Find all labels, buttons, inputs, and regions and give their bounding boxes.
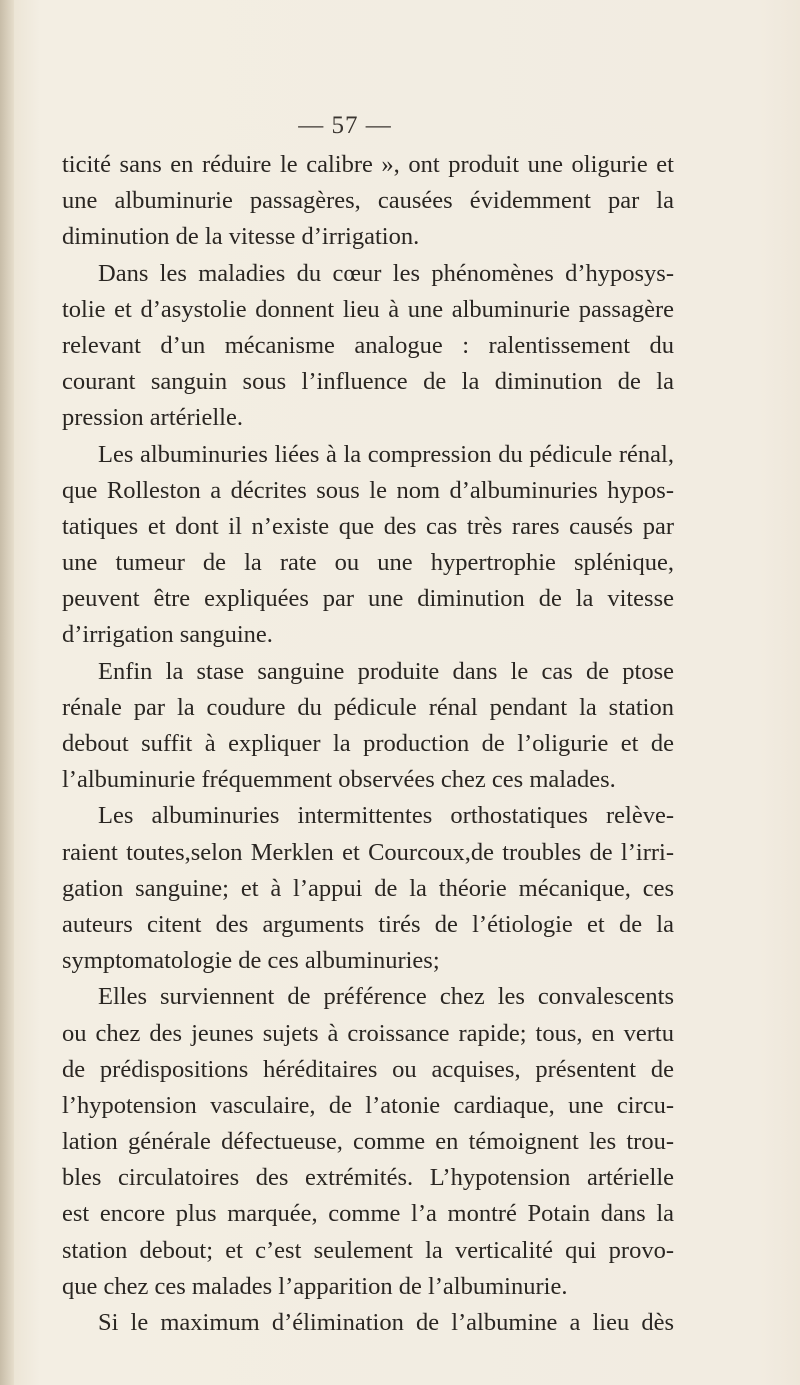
text-line: est encore plus marquée, comme l’a montré Potain dans la [62,1200,674,1228]
text-line: lation générale défectueuse, comme en témoignent les trou- [62,1128,674,1156]
text-line: diminution de la vitesse d’irrigation. [62,223,420,251]
text-line: Si le maximum d’élimination de l’albumine a lieu dès [98,1309,674,1336]
text-line: relevant d’un mécanisme analogue : ralentissement du [62,331,674,359]
text-line: d’irrigation sanguine. [62,621,273,649]
text-line: une albuminurie passagères, causées évidemment par la [62,187,674,215]
text-line: peuvent être expliquées par une diminution de la vitesse [62,585,674,613]
text-line: que chez ces malades l’apparition de l’albuminurie. [62,1272,568,1300]
text-line: debout suffit à expliquer la production de l’oligurie et de [62,730,674,757]
text-line: ticité sans en réduire le calibre », ont produit une oligurie et [62,151,674,178]
text-line: symptomatologie de ces albuminuries; [62,947,440,975]
text-line: que Rolleston a décrites sous le nom d’albuminuries hypos- [62,476,674,504]
text-line: raient toutes,selon Merklen et Courcoux,de troubles de l’irri- [62,838,674,866]
binding-shadow [0,0,14,1385]
text-line: Les albuminuries liées à la compression du pédicule rénal, [98,440,674,468]
text-line: Elles surviennent de préférence chez les convalescents [98,983,674,1011]
text-line: Enfin la stase sanguine produite dans le cas de ptose [98,657,674,685]
body-text [62,147,674,1341]
text-line: ou chez des jeunes sujets à croissance rapide; tous, en vertu [62,1019,674,1047]
text-line: courant sanguin sous l’influence de la diminution de la [62,368,674,396]
text-line: gation sanguine; et à l’appui de la théorie mécanique, ces [62,874,674,902]
text-line: Les albuminuries intermittentes orthostatiques relève- [98,802,674,830]
text-line: l’hypotension vasculaire, de l’atonie cardiaque, une circu- [62,1091,674,1119]
text-line: de prédispositions héréditaires ou acquises, présentent de [62,1055,674,1083]
text-line: une tumeur de la rate ou une hypertrophie splénique, [62,549,674,577]
text-line: l’albuminurie fréquemment observées chez ces malades. [62,766,616,794]
text-line: Dans les maladies du cœur les phénomènes d’hyposys- [98,259,674,287]
text-line: rénale par la coudure du pédicule rénal pendant la station [62,693,674,721]
text-line: pression artérielle. [62,404,243,432]
text-line: auteurs citent des arguments tirés de l’étiologie et de la [62,910,674,938]
text-line: tolie et d’asystolie donnent lieu à une albuminurie passagère [62,295,674,323]
text-line: bles circulatoires des extrémités. L’hypotension artérielle [62,1164,674,1192]
text-line: tatiques et dont il n’existe que des cas très rares causés par [62,512,674,540]
page-number: — 57 — [298,112,392,139]
text-line: station debout; et c’est seulement la verticalité qui provo- [62,1236,674,1264]
